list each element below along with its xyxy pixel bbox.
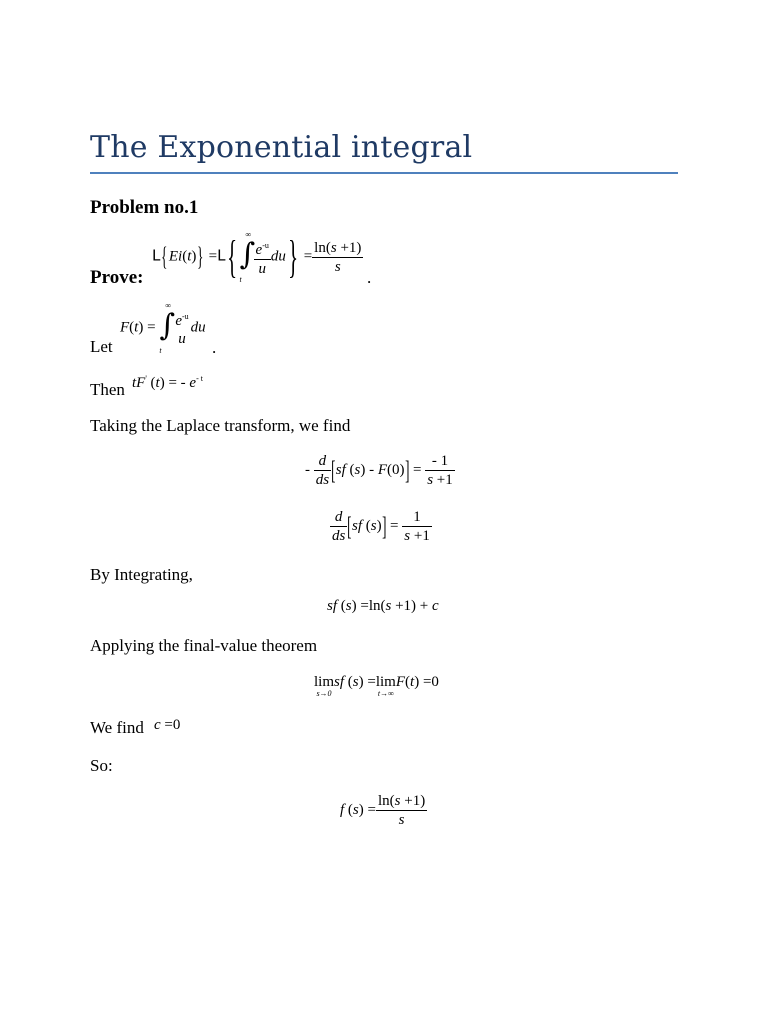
page-title: The Exponential integral <box>90 130 473 165</box>
let-equation: F(t) = ∫ ∞ t $e^{-u}$ u du <box>120 301 206 355</box>
equation-derivative-1: - $\frac{d}{ds}$ [sf (s) - F(0)] = $\frac{- 1}{s +1}$ <box>305 453 453 488</box>
equation-derivative-2: $\frac{d}{ds}$ [sf (s)] = $\frac{1}{s +1}$ <box>332 509 430 544</box>
integrating-sentence: By Integrating, <box>90 565 193 584</box>
let-period: . <box>212 338 217 357</box>
we-find-label: We find <box>90 718 144 737</box>
equation-integrated: sf (s) =ln(s +1) + c <box>327 598 439 614</box>
final-value-sentence: Applying the final-value theorem <box>90 636 318 655</box>
prove-equation: L{Ei(t)} =L{ ∫ ∞ t $\frac{e^{-u}}{u}$ du} = $\frac{\ln(s +1)}{s}$ <box>152 230 362 284</box>
so-label: So: <box>90 756 113 775</box>
then-label: Then <box>90 380 125 399</box>
prove-label: Prove: <box>90 267 144 288</box>
title-underline <box>90 172 678 174</box>
equation-final-value: lim s→0 sf (s) =lim t→∞ F(t) =0 <box>314 674 439 698</box>
laplace-sentence: Taking the Laplace transform, we find <box>90 416 351 435</box>
let-label: Let <box>90 337 113 356</box>
prove-period: . <box>367 268 372 287</box>
problem-heading: Problem no.1 <box>90 197 199 218</box>
then-equation: tF' (t) = - $e^{- t}$ <box>132 374 203 391</box>
equation-result: f (s) = $\frac{\ln(s +1)}{s}$ <box>340 793 426 828</box>
equation-c-zero: c =0 <box>154 717 181 733</box>
